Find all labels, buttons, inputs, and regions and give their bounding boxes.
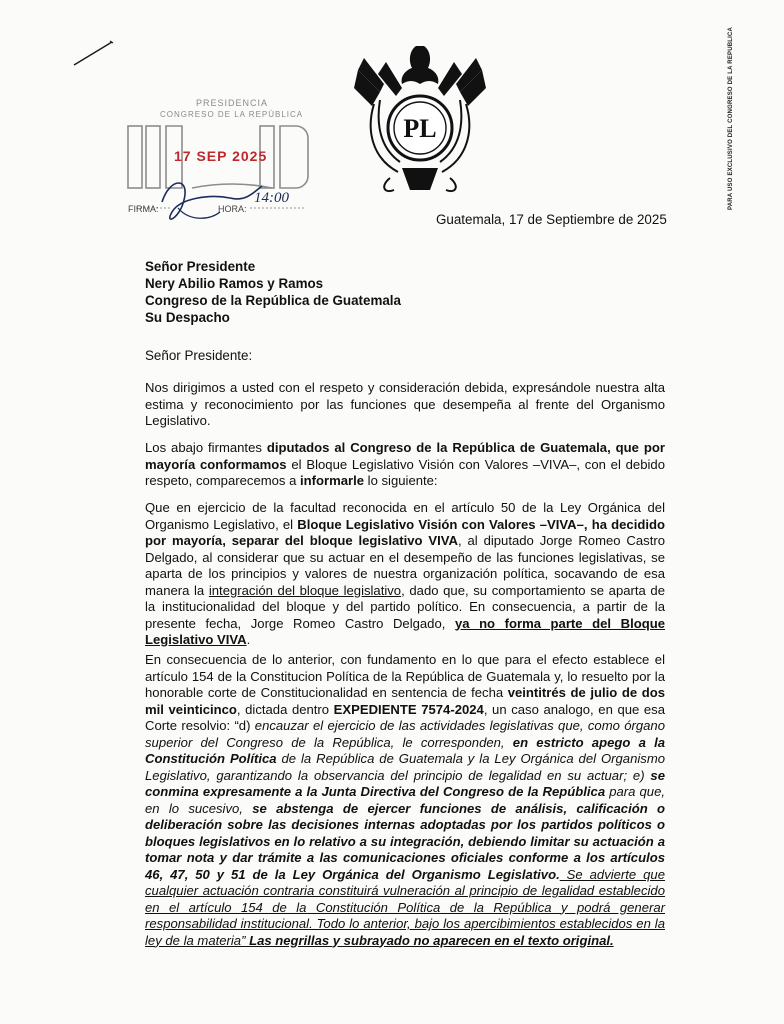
p2-text-c: el Bloque Legislativo Visión con Valores –VIVA–, con el debido respeto, comparecemos a bbox=[145, 456, 665, 488]
p3-text-c: , al diputado Jorge Romeo Castro Delgado, al considerar que su actuar en el desempeño de las funciones legislativas, se aparta de los principios y valores de nuestra organización política, socavando de esa manera la bbox=[145, 533, 665, 598]
p4-text-j: para que, en lo sucesivo, bbox=[145, 784, 665, 816]
p3-text-b: Bloque Legislativo Visión con Valores –VIVA–, ha decidido por mayoría, separar del bloque legislativo VIVA bbox=[145, 516, 665, 548]
paragraph-2 bbox=[145, 440, 665, 490]
p4-text-k: se abstenga de ejercer funciones de análisis, calificación o deliberación sobre las decisiones internas adoptadas por los partidos políticos o bloques legislativos en lo relativo a su integración, debiendo limitar su actuación a tomar nota y dar trámite a las comunicaciones oficiales conforme a los artículos 46, 47, 50 y 51 de la Ley Orgánica del Organismo Legislativo. bbox=[145, 800, 665, 882]
p4-text-e: , un caso analogo, en que esa Corte resolvio: “d) bbox=[145, 701, 665, 733]
p4-text-d: EXPEDIENTE 7574-2024 bbox=[333, 701, 484, 717]
emblem-monogram: PL bbox=[403, 114, 437, 143]
p4-text-f: encauzar el ejercicio de las actividades legislativas que, como órgano superior del Congreso de la República, le corresponden, bbox=[145, 718, 665, 750]
paragraph-3 bbox=[145, 500, 665, 649]
pen-mark bbox=[72, 38, 116, 68]
signature-scribble bbox=[150, 172, 270, 232]
addressee-block bbox=[145, 258, 401, 326]
addressee-title: Señor Presidente bbox=[145, 259, 256, 274]
stamp-date: 17 SEP 2025 bbox=[174, 148, 268, 164]
stamp-org-line: CONGRESO DE LA REPÚBLICA bbox=[160, 110, 304, 119]
p3-text-e: , dado que, su comportamiento se aparta de la institucionalidad del bloque y del partido político. En consecuencia, a partir de la presente fecha, Jorge Romeo Castro Delgado, bbox=[145, 582, 666, 631]
p3-text-d: integración del bloque legislativo bbox=[208, 582, 402, 598]
p2-text-b: diputados al Congreso de la República de Guatemala, que por mayoría conformamos bbox=[145, 440, 665, 472]
paragraph-1: Nos dirigimos a usted con el respeto y consideración debida, expresándole nuestra alta estima y reconocimiento por las funciones que desempeña al frente del Organismo Legislativo. bbox=[145, 380, 665, 428]
salutation: Señor Presidente: bbox=[145, 348, 253, 363]
p2-text-e: lo siguiente: bbox=[364, 473, 438, 488]
addressee-name: Nery Abilio Ramos y Ramos bbox=[145, 276, 324, 291]
p2-text-a: Los abajo firmantes bbox=[145, 440, 267, 455]
stamp-org-top: PRESIDENCIA bbox=[196, 98, 269, 108]
p4-text-g: en estricto apego a la Constitución Política bbox=[145, 734, 665, 766]
p4-text-h: de la República de Guatemala y la Ley Orgánica del Organismo Legislativo, garantizando la observancia del principio de legalidad en su actuar; e) bbox=[145, 751, 666, 783]
p4-text-m: Las negrillas y subrayado no aparecen en el texto original. bbox=[245, 932, 614, 948]
party-emblem bbox=[350, 40, 490, 195]
side-note: PARA USO EXCLUSIVO DEL CONGRESO DE LA REPÚBLICA bbox=[728, 26, 734, 210]
p2-text-d: informarle bbox=[300, 473, 365, 488]
p4-text-i: se conmina expresamente a la Junta Directiva del Congreso de la República bbox=[145, 767, 665, 799]
paragraph-4 bbox=[145, 652, 665, 949]
p3-text-a: Que en ejercicio de la facultad reconocida en el artículo 50 de la Ley Orgánica del Organismo Legislativo, el bbox=[145, 500, 665, 532]
addressee-office: Su Despacho bbox=[145, 310, 230, 325]
stamp-hora-value: 14:00 bbox=[254, 190, 289, 206]
stamp-firma-label: FIRMA: bbox=[128, 204, 159, 214]
letter-date: Guatemala, 17 de Septiembre de 2025 bbox=[436, 212, 667, 227]
p3-text-g: . bbox=[246, 632, 251, 647]
p3-text-f: ya no forma parte del Bloque Legislativo VIVA bbox=[145, 615, 665, 647]
p4-text-b: veintitrés de julio de dos mil veinticinco bbox=[145, 685, 665, 717]
p4-text-l: Se advierte que cualquier actuación contraria constituirá vulneración al principio de legalidad establecido en el artículo 154 de la Constitución Política de la República y podrá generar responsabilidad institucional. Todo lo anterior, bajo los apercibimientos establecidos en la ley de la materia” bbox=[145, 866, 665, 948]
stamp-hora-label: HORA: bbox=[218, 204, 247, 214]
p4-text-c: , dictada dentro bbox=[236, 701, 334, 717]
p4-text-a: En consecuencia de lo anterior, con fundamento en lo que para el efecto establece el artículo 154 de la Constitucion Política de la República de Guatemala y, lo resuelto por la honorable corte de Constitucionalidad en sentencia de fecha bbox=[145, 652, 665, 700]
addressee-institution: Congreso de la República de Guatemala bbox=[145, 293, 401, 308]
